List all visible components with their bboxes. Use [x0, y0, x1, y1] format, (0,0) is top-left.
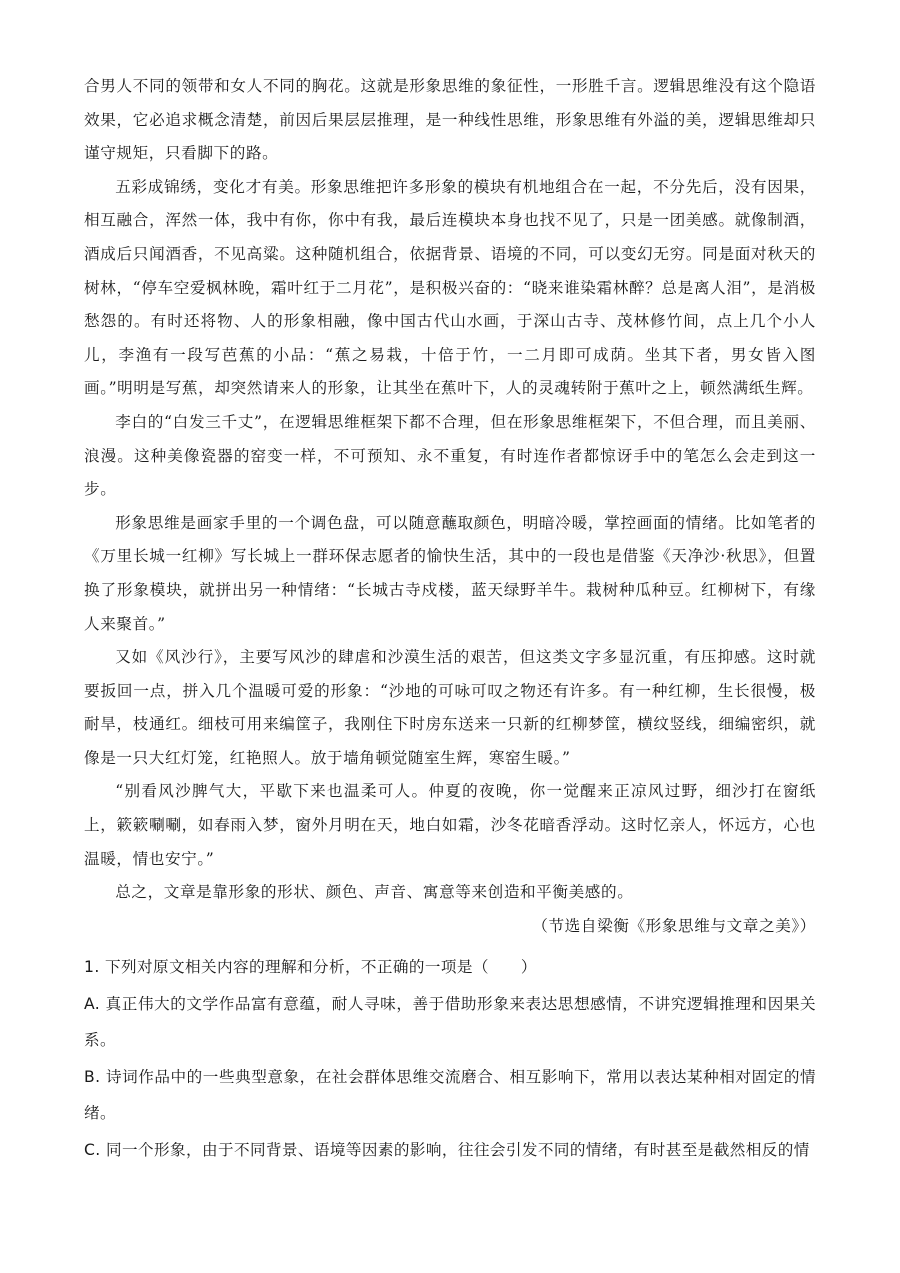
- article-paragraph-7: 总之，文章是靠形象的形状、颜色、声音、寓意等来创造和平衡美感的。: [115, 883, 634, 902]
- article-paragraph-6: “别看风沙脾气大，平歇下来也温柔可人。仲夏的夜晚，你一觉醒来正凉风过野，细沙打在窗纸上，簌簌唰唰，如春雨入梦，窗外月明在天，地白如霜，沙冬花暗香浮动。这时忆亲人，怀远方，心也温暖，情也安宁。”: [84, 782, 816, 868]
- article-paragraph-3: 李白的“白发三千丈”，在逻辑思维框架下都不合理，但在形象思维框架下，不但合理，而且美丽、浪漫。这种美像瓷器的窑变一样，不可预知、永不重复，有时连作者都惊讶手中的笔怎么会走到这一步。: [84, 412, 816, 499]
- option-c: C. 同一个形象，由于不同背景、语境等因素的影响，往往会引发不同的情绪，有时甚至是截然相反的情: [84, 1140, 810, 1159]
- article-source: （节选自梁衡《形象思维与文章之美》）: [532, 916, 816, 935]
- question-block: [84, 949, 816, 1168]
- article-paragraph-4: 形象思维是画家手里的一个调色盘，可以随意蘸取颜色，明暗冷暖，掌控画面的情绪。比如笔者的《万里长城一红柳》写长城上一群环保志愿者的愉快生活，其中的一段也是借鉴《天净沙·秋思》，但置换了形象模块，就拼出另一种情绪：“长城古寺戍楼，蓝天绿野羊牛。栽树种瓜种豆。红柳树下，有缘人来聚首。”: [84, 513, 816, 633]
- option-b: B. 诗词作品中的一些典型意象，在社会群体思维交流磨合、相互影响下，常用以表达某种相对固定的情绪。: [84, 1067, 816, 1123]
- question-stem: 1. 下列对原文相关内容的理解和分析，不正确的一项是（ ）: [84, 958, 537, 977]
- option-a: A. 真正伟大的文学作品富有意蕴，耐人寻味，善于借助形象来表达思想感情，不讲究逻辑推理和因果关系。: [84, 994, 816, 1050]
- document-page: [84, 70, 816, 1168]
- article-body: [84, 70, 816, 943]
- article-paragraph-2: 五彩成锦绣，变化才有美。形象思维把许多形象的模块有机地组合在一起，不分先后，没有因果，相互融合，浑然一体，我中有你，你中有我，最后连模块本身也找不见了，只是一团美感。就像制酒，酒成后只闻酒香，不见高粱。这种随机组合，依据背景、语境的不同，可以变幻无穷。同是面对秋天的树林，“停车空爱枫林晚，霜叶红于二月花”，是积极兴奋的：“晓来谁染霜林醉？总是离人泪”，是消极愁怨的。有时还将物、人的形象相融，像中国古代山水画，于深山古寺、茂林修竹间，点上几个小人儿，李渔有一段写芭蕉的小品：“蕉之易栽，十倍于竹，一二月即可成荫。坐其下者，男女皆入图画。”明明是写蕉，却突然请来人的形象，让其坐在蕉叶下，人的灵魂转附于蕉叶之上，顿然满纸生辉。: [84, 177, 816, 398]
- article-paragraph-1: 合男人不同的领带和女人不同的胸花。这就是形象思维的象征性，一形胜千言。逻辑思维没有这个隐语效果，它必追求概念清楚，前因后果层层推理，是一种线性思维，形象思维有外溢的美，逻辑思维却只谨守规矩，只看脚下的路。: [84, 77, 816, 163]
- article-paragraph-5: 又如《风沙行》，主要写风沙的肆虐和沙漠生活的艰苦，但这类文字多显沉重，有压抑感。这时就要扳回一点，拼入几个温暖可爱的形象：“沙地的可咏可叹之物还有许多。有一种红柳，生长很慢，极耐旱，枝通红。细枝可用来编筐子，我刚住下时房东送来一只新的红柳梦筐，横纹竖线，细编密织，就像是一只大红灯笼，红艳照人。放于墙角顿觉随室生辉，寒窑生暖。”: [84, 648, 816, 767]
